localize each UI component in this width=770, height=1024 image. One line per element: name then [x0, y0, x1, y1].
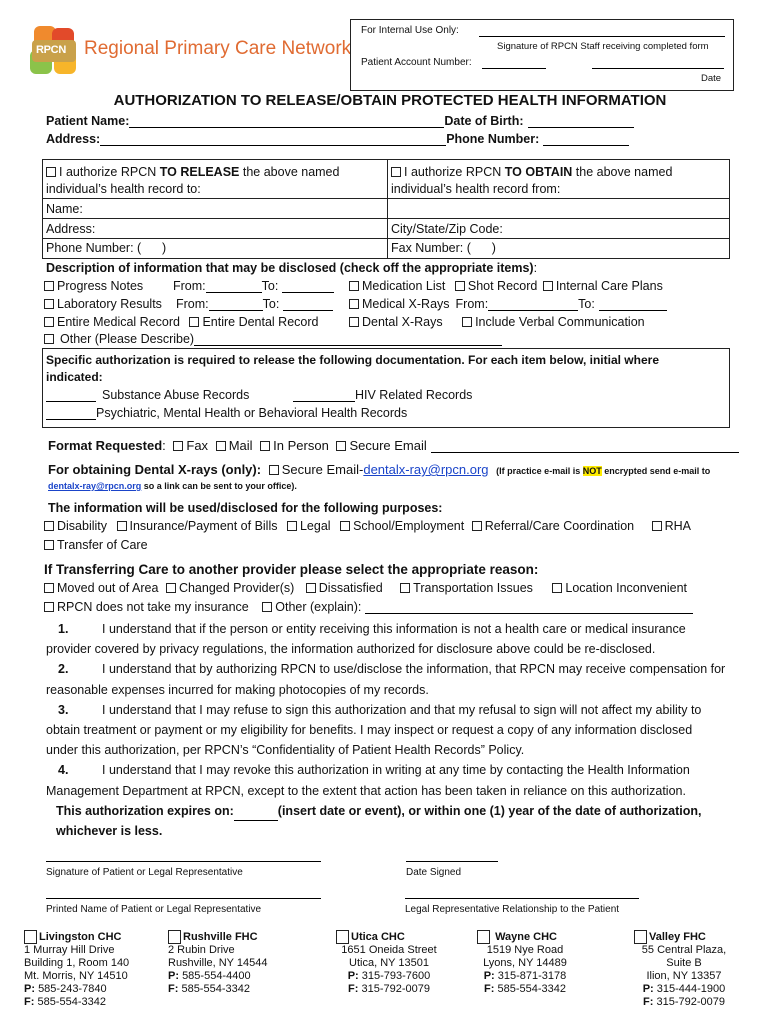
progress-notes-checkbox[interactable] [44, 281, 54, 291]
utica-checkbox[interactable] [336, 930, 349, 944]
purpose-school-label: School/Employment [353, 519, 465, 533]
valley-line3: Ilion, NY 13357 [646, 970, 722, 982]
release-option[interactable] [46, 164, 339, 198]
transfer-heading: If Transferring Care to another provider please select the appropriate reason: [44, 562, 539, 577]
dental-note-post: encrypted send e-mail to [601, 466, 711, 476]
recipient-address-label[interactable]: Address: [46, 222, 96, 236]
patient-name-field[interactable] [129, 127, 444, 128]
purpose-school-checkbox[interactable] [340, 521, 350, 531]
substance-initial[interactable] [46, 401, 96, 402]
transfer-dissatisfied-label: Dissatisfied [318, 581, 383, 595]
shot-record-checkbox[interactable] [455, 281, 465, 291]
purpose-transfer-checkbox[interactable] [44, 540, 54, 550]
account-number-label: Patient Account Number: [361, 57, 472, 68]
transfer-changed-label: Changed Provider(s) [178, 581, 295, 595]
office-livingston: Livingston CHC 1 Murray Hill Drive Building 1, Room 140 Mt. Morris, NY 14510 P: 585-243-7840 F: 585-554-3342 [24, 931, 130, 1008]
psych-label: Psychiatric, Mental Health or Behavioral Health Records [96, 406, 408, 420]
purpose-referral-checkbox[interactable] [472, 521, 482, 531]
livingston-line1: 1 Murray Hill Drive [24, 944, 115, 956]
lab-to-field[interactable] [283, 310, 333, 311]
release-text-post: the above named [239, 165, 340, 179]
medication-list-checkbox[interactable] [349, 281, 359, 291]
purpose-rha-checkbox[interactable] [652, 521, 662, 531]
date-signed-line[interactable] [406, 861, 498, 862]
purpose-transfer-label: Transfer of Care [57, 538, 148, 552]
rushville-line1: 2 Rubin Drive [168, 944, 235, 956]
term-1-line2: provider covered by privacy regulations, the information authorized for disclosure above could be re-disclosed. [46, 642, 656, 657]
format-person-checkbox[interactable] [260, 441, 270, 451]
obtain-text-post: the above named [572, 165, 673, 179]
wayne-line2: Lyons, NY 14489 [483, 957, 567, 969]
dental-email-link-2[interactable]: dentalx-ray@rpcn.org [48, 481, 142, 491]
dental-email-checkbox[interactable] [269, 465, 279, 475]
purpose-referral-label: Referral/Care Coordination [484, 519, 635, 533]
date-signed-caption: Date Signed [406, 867, 462, 878]
dob-field[interactable] [528, 127, 634, 128]
transfer-transportation-label: Transportation Issues [413, 581, 533, 595]
term-3-line3: under this authorization, per RPCN’s “Confidentiality of Patient Health Records” Policy. [46, 743, 525, 758]
progress-to-field[interactable] [282, 292, 334, 293]
dob-label: Date of Birth: [444, 114, 524, 128]
recipient-name-label[interactable]: Name: [46, 202, 83, 216]
release-bold: TO RELEASE [159, 165, 240, 179]
internal-care-label: Internal Care Plans [555, 279, 663, 293]
obtain-checkbox[interactable] [391, 167, 401, 177]
rushville-name: Rushville FHC [183, 931, 258, 943]
purpose-legal-label: Legal [299, 519, 331, 533]
medical-xrays-checkbox[interactable] [349, 299, 359, 309]
psych-initial[interactable] [46, 419, 96, 420]
description-heading: Description of information that may be disclosed (check off the appropriate items) [46, 261, 534, 275]
specific-line2: indicated: [46, 370, 103, 384]
purpose-heading: The information will be used/disclosed for the following purposes: [48, 501, 443, 515]
term-1: 1. I understand that if the person or entity receiving this information is not a health care or medical insurance [58, 622, 686, 636]
purpose-row-1 [44, 519, 691, 533]
utica-name: Utica CHC [351, 931, 405, 943]
term-4-line2: Management Department at RPCN, except to the extent that action has been taken in reliance on this authorization. [46, 783, 686, 798]
xray-from-label: From: [455, 297, 489, 311]
address-label: Address: [46, 132, 101, 146]
staff-signature-caption: Signature of RPCN Staff receiving completed form [497, 41, 709, 52]
lab-from-label: From: [176, 297, 209, 311]
livingston-line3: Mt. Morris, NY 14510 [24, 970, 128, 982]
release-line2: individual’s health record to: [46, 182, 201, 196]
internal-use-box [350, 19, 734, 91]
expires-line2: whichever is less. [56, 824, 163, 838]
recipient-fax-label[interactable]: Fax Number: ( ) [391, 241, 496, 255]
account-number-line[interactable] [482, 68, 546, 69]
transfer-moved-checkbox[interactable] [44, 583, 54, 593]
term-4: 4. I understand that I may revoke this authorization in writing at any time by contacting the Health Information [58, 763, 690, 778]
authorization-table [42, 159, 730, 259]
lab-from-field[interactable] [209, 310, 263, 311]
other-checkbox[interactable] [44, 334, 54, 344]
transfer-changed-checkbox[interactable] [166, 583, 176, 593]
purpose-insurance-label: Insurance/Payment of Bills [129, 519, 278, 533]
address-field[interactable] [100, 145, 446, 146]
purpose-insurance-checkbox[interactable] [117, 521, 127, 531]
purpose-legal-checkbox[interactable] [287, 521, 297, 531]
dental-label: For obtaining Dental X-rays (only): [48, 462, 262, 477]
progress-notes-label: Progress Notes [57, 279, 144, 293]
patient-name-label: Patient Name: [46, 114, 130, 128]
valley-fax: 315-792-0079 [656, 996, 725, 1008]
valley-name: Valley FHC [649, 931, 706, 943]
dental-secure-label: Secure Email- [281, 462, 364, 477]
expires-pre: This authorization expires on: [56, 804, 234, 818]
livingston-line2: Building 1, Room 140 [24, 957, 130, 969]
purpose-disability-checkbox[interactable] [44, 521, 54, 531]
signature-line[interactable] [46, 861, 321, 862]
printed-name-line[interactable] [46, 898, 321, 899]
substance-label: Substance Abuse Records [102, 388, 250, 402]
printed-name-caption: Printed Name of Patient or Legal Representative [46, 904, 262, 915]
xray-from-field[interactable] [488, 310, 578, 311]
wayne-line1: 1519 Nye Road [486, 944, 564, 956]
obtain-line2: individual’s health record from: [391, 182, 561, 196]
wayne-checkbox[interactable] [477, 930, 490, 944]
livingston-checkbox[interactable] [24, 930, 37, 944]
transfer-moved-label: Moved out of Area [57, 581, 159, 595]
logo-mark-text: RPCN [36, 44, 66, 56]
obtain-text: I authorize RPCN [404, 165, 505, 179]
utica-line1: 1651 Oneida Street [341, 944, 437, 956]
wayne-name: Wayne CHC [495, 931, 557, 943]
utica-fax: 315-792-0079 [361, 983, 430, 995]
utica-phone: 315-793-7600 [361, 970, 431, 982]
internal-care-checkbox[interactable] [543, 281, 553, 291]
format-colon: : [162, 438, 166, 453]
term-3-line2: obtain treatment or payment or my eligibility for benefits. I may inspect or request a copy of any information disclosed [46, 723, 693, 738]
term-3: 3. I understand that I may refuse to sign this authorization and that my refusal to sign will not affect my ability to [58, 702, 702, 717]
specific-authorization-box [42, 348, 730, 428]
logo [28, 24, 352, 80]
hiv-initial[interactable] [293, 401, 355, 402]
dental-xrays-checkbox[interactable] [349, 317, 359, 327]
entire-medical-checkbox[interactable] [44, 317, 54, 327]
livingston-phone: 585-243-7840 [38, 983, 107, 995]
dental-note-pre: (If practice e-mail is [496, 466, 583, 476]
format-fax-label: Fax [186, 438, 209, 453]
lab-results-checkbox[interactable] [44, 299, 54, 309]
recipient-phone-label[interactable]: Phone Number: ( ) [46, 241, 167, 255]
transfer-location-checkbox[interactable] [552, 583, 562, 593]
dental-email-link[interactable]: dentalx-ray@rpcn.org [363, 462, 489, 477]
medication-list-label: Medication List [362, 279, 446, 293]
hiv-label: HIV Related Records [355, 388, 473, 402]
transfer-other-label: Other (explain): [275, 600, 362, 614]
progress-from-label: From: [173, 279, 206, 293]
medical-xrays-label: Medical X-Rays [362, 297, 450, 311]
progress-from-field[interactable] [206, 292, 262, 293]
office-wayne: Wayne CHC 1519 Nye Road Lyons, NY 14489 P: 315-871-3178 F: 585-554-3342 [477, 930, 573, 996]
format-mail-checkbox[interactable] [216, 441, 226, 451]
expires-post: (insert date or event), or within one (1) year of the date of authorization, [277, 804, 702, 818]
purpose-disability-label: Disability [57, 519, 108, 533]
signature-caption: Signature of Patient or Legal Representative [46, 867, 243, 878]
valley-line2: Suite B [666, 957, 702, 969]
purpose-rha-label: RHA [664, 519, 691, 533]
other-label: Other (Please Describe) [60, 332, 195, 346]
dental-note-not: NOT [582, 466, 602, 476]
lab-results-label: Laboratory Results [57, 297, 162, 311]
term-2: 2. I understand that by authorizing RPCN to use/disclose the information, that RPCN may receive compensation for [58, 662, 726, 677]
obtain-option[interactable] [391, 164, 672, 198]
staff-signature-line[interactable] [479, 36, 725, 37]
format-person-label: In Person [273, 438, 329, 453]
obtain-bold: TO OBTAIN [504, 165, 573, 179]
rushville-line2: Rushville, NY 14544 [168, 957, 268, 969]
expires-field[interactable] [234, 820, 278, 821]
internal-date-caption: Date [701, 73, 722, 84]
term-2-line2: reasonable expenses incurred for making photocopies of my records. [46, 682, 429, 697]
valley-line1: 55 Central Plaza, [641, 944, 727, 956]
xray-to-field[interactable] [599, 310, 667, 311]
valley-phone: 315-444-1900 [656, 983, 726, 995]
release-text: I authorize RPCN [59, 165, 160, 179]
entire-dental-label: Entire Dental Record [202, 315, 319, 329]
format-fax-checkbox[interactable] [173, 441, 183, 451]
rushville-fax: 585-554-3342 [181, 983, 250, 995]
livingston-fax: 585-554-3342 [37, 996, 106, 1008]
format-label: Format Requested [48, 438, 163, 453]
format-email-label: Secure Email [349, 438, 427, 453]
relationship-caption: Legal Representative Relationship to the Patient [405, 904, 620, 915]
internal-date-line[interactable] [592, 68, 724, 69]
utica-line2: Utica, NY 13501 [349, 957, 429, 969]
other-field[interactable] [194, 345, 502, 346]
expiration-statement [56, 801, 701, 841]
shot-record-label: Shot Record [467, 279, 538, 293]
entire-dental-checkbox[interactable] [189, 317, 199, 327]
specific-line1: Specific authorization is required to release the following documentation. For each item below, initial where [46, 353, 659, 367]
rushville-phone: 585-554-4400 [182, 970, 251, 982]
transfer-insurance-label: RPCN does not take my insurance [57, 600, 249, 614]
transfer-insurance-checkbox[interactable] [44, 602, 54, 612]
terms [46, 619, 736, 801]
transfer-location-label: Location Inconvenient [565, 581, 688, 595]
description-colon: : [533, 261, 538, 275]
office-rushville: Rushville FHC 2 Rubin Drive Rushville, NY 14544 P: 585-554-4400 F: 585-554-3342 [168, 931, 268, 995]
internal-use-label: For Internal Use Only: [361, 25, 459, 36]
phone-label: Phone Number: [446, 132, 540, 146]
phone-field[interactable] [543, 145, 629, 146]
entire-medical-label: Entire Medical Record [57, 315, 180, 329]
relationship-line[interactable] [405, 898, 639, 899]
valley-checkbox[interactable] [634, 930, 647, 944]
wayne-phone: 315-871-3178 [497, 970, 567, 982]
verbal-label: Include Verbal Communication [475, 315, 645, 329]
transfer-dissatisfied-checkbox[interactable] [306, 583, 316, 593]
office-utica: Utica CHC 1651 Oneida Street Utica, NY 13501 P: 315-793-7600 F: 315-792-0079 [336, 930, 442, 996]
dental-note2: so a link can be sent to your office). [141, 481, 297, 491]
format-mail-label: Mail [228, 438, 253, 453]
progress-to-label: To: [261, 279, 279, 293]
transfer-transportation-checkbox[interactable] [400, 583, 410, 593]
livingston-name: Livingston CHC [39, 931, 122, 943]
transfer-other-field[interactable] [365, 613, 693, 614]
recipient-city-label[interactable]: City/State/Zip Code: [391, 222, 503, 236]
wayne-fax: 585-554-3342 [497, 983, 566, 995]
office-valley: Valley FHC 55 Central Plaza, Suite B Ilion, NY 13357 P: 315-444-1900 F: 315-792-0079 [634, 930, 734, 1009]
format-email-field[interactable] [431, 452, 739, 453]
format-email-checkbox[interactable] [336, 441, 346, 451]
verbal-checkbox[interactable] [462, 317, 472, 327]
lab-to-label: To: [262, 297, 280, 311]
dental-xrays-label: Dental X-Rays [362, 315, 443, 329]
logo-name: Regional Primary Care Network [84, 38, 352, 59]
release-checkbox[interactable] [46, 167, 56, 177]
xray-to-label: To: [578, 297, 595, 311]
transfer-other-checkbox[interactable] [262, 602, 272, 612]
rushville-checkbox[interactable] [168, 930, 181, 944]
page-title: AUTHORIZATION TO RELEASE/OBTAIN PROTECTED HEALTH INFORMATION [113, 92, 667, 109]
